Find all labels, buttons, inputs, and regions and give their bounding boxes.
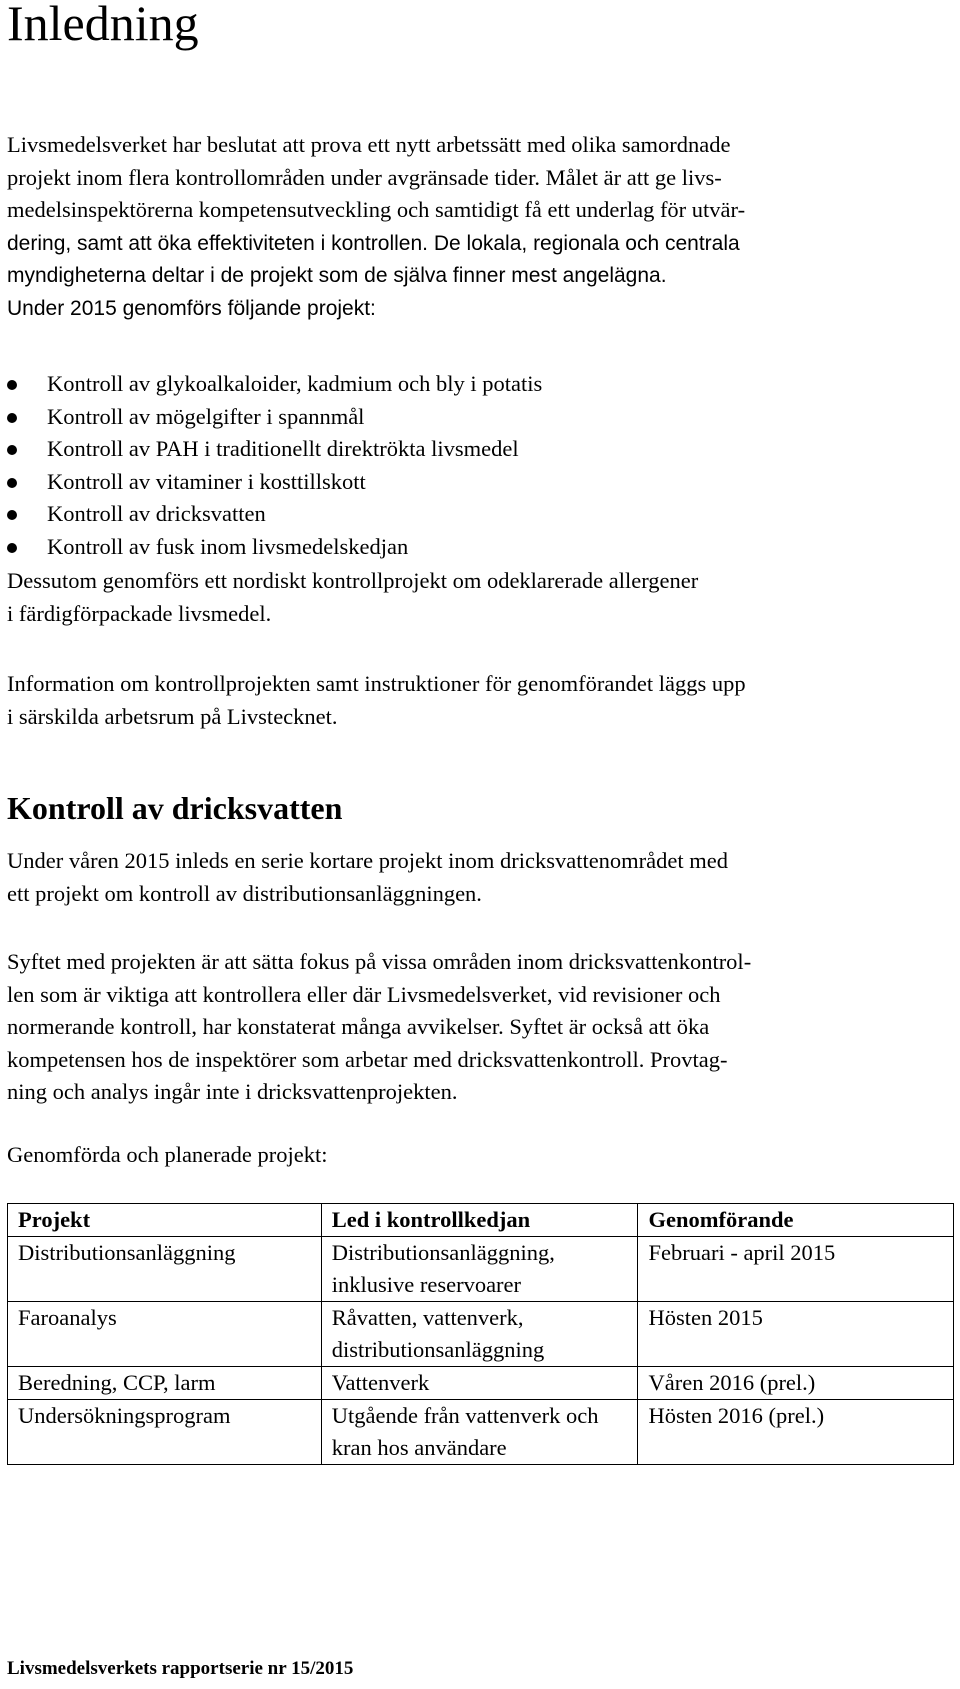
projects-table [7,1203,954,1465]
table-cell: Beredning, CCP, larm [8,1367,322,1400]
list-item-text: Kontroll av vitaminer i kosttillskott [47,468,366,494]
table-row [8,1367,954,1400]
table-header-cell: Projekt [8,1204,322,1237]
table-header-cell: Genomförande [638,1204,954,1237]
page-title: Inledning [7,0,199,51]
table-header-row [8,1204,954,1237]
bullet-icon [7,380,17,390]
list-item [7,401,542,434]
intro-line-text-tail: De lokala, regionala och centrala [428,231,740,255]
table-cell: Utgående från vattenverk och kran hos användare [321,1400,638,1465]
bullet-icon [7,510,17,520]
table-cell: Våren 2016 (prel.) [638,1367,954,1400]
table-cell: Vattenverk [321,1367,638,1400]
intro-line-text: dering, samt att öka effektiviteten i kontrollen. [7,231,429,255]
table-cell: Råvatten, vattenverk, distributionsanläggning [321,1302,638,1367]
table-cell: Hösten 2016 (prel.) [638,1400,954,1465]
section-title: Kontroll av dricksvatten [7,790,343,826]
bullet-icon [7,478,17,488]
paragraph-line: ning och analys ingår inte i dricksvattenprojekten. [7,1079,458,1105]
table-cell: Distributionsanläggning, inklusive reservoarer [321,1237,638,1302]
spring-paragraph [7,845,953,910]
table-cell: Hösten 2015 [638,1302,954,1367]
list-item [7,433,542,466]
intro-line-mixed [7,227,953,261]
paragraph-line: len som är viktiga att kontrollera eller där Livsmedelsverket, vid revisioner och [7,981,721,1007]
list-item-text: Kontroll av glykoalkaloider, kadmium och bly i potatis [47,371,543,396]
paragraph-line: Dessutom genomförs ett nordiskt kontrollprojekt om odeklarerade allergener [7,568,699,593]
paragraph-line: Under våren 2015 inleds en serie kortare projekt inom dricksvattenområdet med [7,848,729,873]
list-item [7,531,542,564]
bullet-icon [7,543,17,553]
nordic-paragraph [7,565,953,630]
bullet-icon [7,445,17,455]
paragraph-line: Genomförda och planerade projekt: [7,1142,328,1167]
page-footer: Livsmedelsverkets rapportserie nr 15/2015 [7,1658,354,1679]
table-row [8,1237,954,1302]
intro-paragraph [7,129,953,326]
paragraph-line: i särskilda arbetsrum på Livstecknet. [7,703,338,729]
list-item [7,498,542,531]
table-cell: Februari - april 2015 [638,1237,954,1302]
intro-line: projekt inom flera kontrollområden under avgränsade tider. Målet är att ge livs- [7,164,722,190]
paragraph-line: kompetensen hos de inspektörer som arbetar med dricksvattenkontroll. Provtag- [7,1046,728,1072]
intro-line: Under 2015 genomförs följande projekt: [7,296,376,320]
intro-line: myndigheterna deltar i de projekt som de själva finner mest angelägna. [7,264,667,288]
list-item [7,368,542,401]
list-item-text: Kontroll av dricksvatten [47,501,266,527]
project-list [7,368,542,564]
list-item [7,466,542,499]
paragraph-line: Information om kontrollprojekten samt instruktioner för genomförandet läggs upp [7,671,746,696]
intro-line: medelsinspektörerna kompetensutveckling och samtidigt få ett underlag för utvär- [7,197,746,223]
list-item-text: Kontroll av fusk inom livsmedelskedjan [47,533,409,559]
bullet-icon [7,413,17,423]
table-row [8,1400,954,1465]
paragraph-line: ett projekt om kontroll av distributionsanläggningen. [7,880,482,906]
table-cell: Undersökningsprogram [8,1400,322,1465]
table-cell: Faroanalys [8,1302,322,1367]
list-item-text: Kontroll av mögelgifter i spannmål [47,403,365,429]
table-cell: Distributionsanläggning [8,1237,322,1302]
list-item-text: Kontroll av PAH i traditionellt direktrökta livsmedel [47,436,519,462]
paragraph-line: normerande kontroll, har konstaterat många avvikelser. Syftet är också att öka [7,1014,710,1040]
info-paragraph [7,668,953,733]
intro-line: Livsmedelsverket har beslutat att prova ett nytt arbetssätt med olika samordnade [7,132,731,157]
table-intro [7,1139,953,1172]
paragraph-line: Syftet med projekten är att sätta fokus på vissa områden inom dricksvattenkontrol- [7,949,752,974]
paragraph-line: i färdigförpackade livsmedel. [7,600,272,626]
table-header-cell: Led i kontrollkedjan [321,1204,638,1237]
purpose-paragraph [7,946,953,1109]
table-row [8,1302,954,1367]
